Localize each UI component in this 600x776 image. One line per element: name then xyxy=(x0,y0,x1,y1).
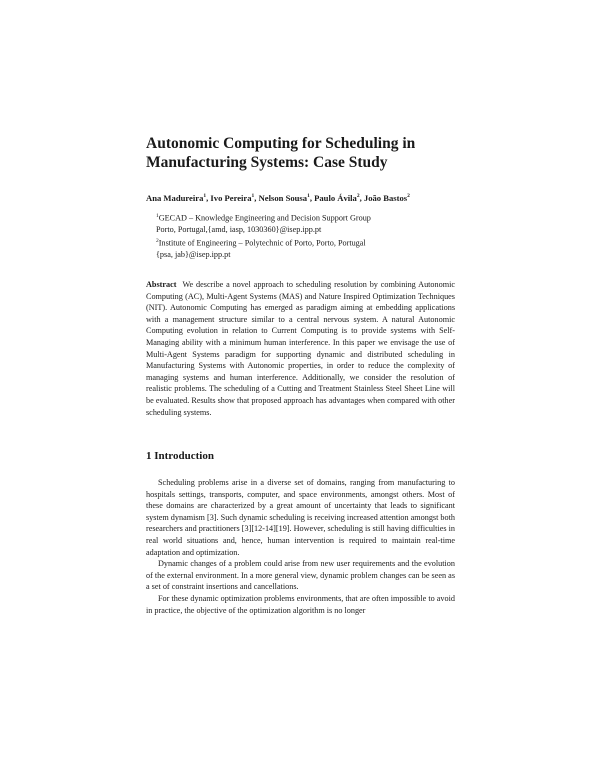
body-paragraph: For these dynamic optimization problems environments, that are often impossible to avoid in practice, the objective of the optimization algorithm is no longer xyxy=(146,593,455,615)
affiliation-name: Institute of Engineering – Polytechnic of Porto, Porto, Portugal xyxy=(158,238,366,248)
author-list: Ana Madureira$^1$, Ivo Pereira$^1$, Nelson Sousa$^1$, Paulo Ávila$^2$, João Bastos$^2$ xyxy=(146,192,410,203)
affiliation-name: GECAD – Knowledge Engineering and Decision Support Group xyxy=(158,213,371,223)
abstract-text: We describe a novel approach to scheduling resolution by combining Autonomic Computing (AC), Multi-Agent Systems (MAS) and Nature Inspired Optimization Techniques (NIT). Autonomic Computing has emerged as paradigm aiming at embedding applications with a management structure similar to a central nervous system. A natural Autonomic Computing evolution in relation to Current Computing is to provide systems with Self-Managing ability with a minimum human interference. In this paper we envisage the use of Multi-Agent Systems paradigm for supporting dynamic and distributed scheduling in Manufacturing Systems with Autonomic properties, in order to reduce the complexity of managing systems and human interference. Additionally, we consider the resolution of realistic problems. The scheduling of a Cutting and Treatment Stainless Steel Sheet Line will be evaluated. Results show that proposed approach has advantages when compared with other scheduling systems. xyxy=(146,280,455,417)
author-name: Paulo Ávila xyxy=(314,192,357,203)
author-name: Nelson Sousa xyxy=(258,192,308,203)
author-affiliation-mark: 2 xyxy=(407,193,410,199)
section-body xyxy=(146,477,455,616)
author-name: João Bastos xyxy=(363,192,408,203)
affiliation-email: Porto, Portugal,{amd, iasp, 1030360}@isep.ipp.pt xyxy=(156,225,322,235)
body-paragraph: Scheduling problems arise in a diverse set of domains, ranging from manufacturing to hospitals settings, transports, computer, and space environments, amongst others. Most of these domains are characterized by a great amount of uncertainty that leads to significant system dynamism [3]. Such dynamic scheduling is receiving increased attention amongst both researchers and practitioners [3][12-14][19]. However, scheduling is still having difficulties in real world situations and, hence, human intervention is required to maintain real-time adaptation and optimization. xyxy=(146,478,455,557)
section-heading: 1 Introduction xyxy=(146,450,214,462)
affiliation-line xyxy=(156,211,456,224)
affiliation-number: 2 xyxy=(156,237,159,244)
author-affiliation-mark: 1 xyxy=(251,193,255,199)
affiliation-line xyxy=(156,236,456,249)
author-name: Ivo Pereira xyxy=(210,192,252,203)
affiliation-block xyxy=(156,211,456,261)
author-name: Ana Madureira xyxy=(146,192,204,203)
body-paragraph: Dynamic changes of a problem could arise from new user requirements and the evolution of the external environment. In a more general view, dynamic problem changes can be seen as a set of constraint insertions and cancellations. xyxy=(146,559,455,592)
author-affiliation-mark: 1 xyxy=(203,193,207,199)
abstract xyxy=(146,279,455,418)
author-affiliation-mark: 2 xyxy=(356,193,360,199)
author-affiliation-mark: 1 xyxy=(307,193,310,199)
paper-title: Autonomic Computing for Scheduling in Manufacturing Systems: Case Study xyxy=(146,135,416,171)
abstract-label: Abstract xyxy=(146,280,177,289)
affiliation-number: 1 xyxy=(156,213,159,219)
affiliation-email: {psa, jab}@isep.ipp.pt xyxy=(156,250,231,260)
